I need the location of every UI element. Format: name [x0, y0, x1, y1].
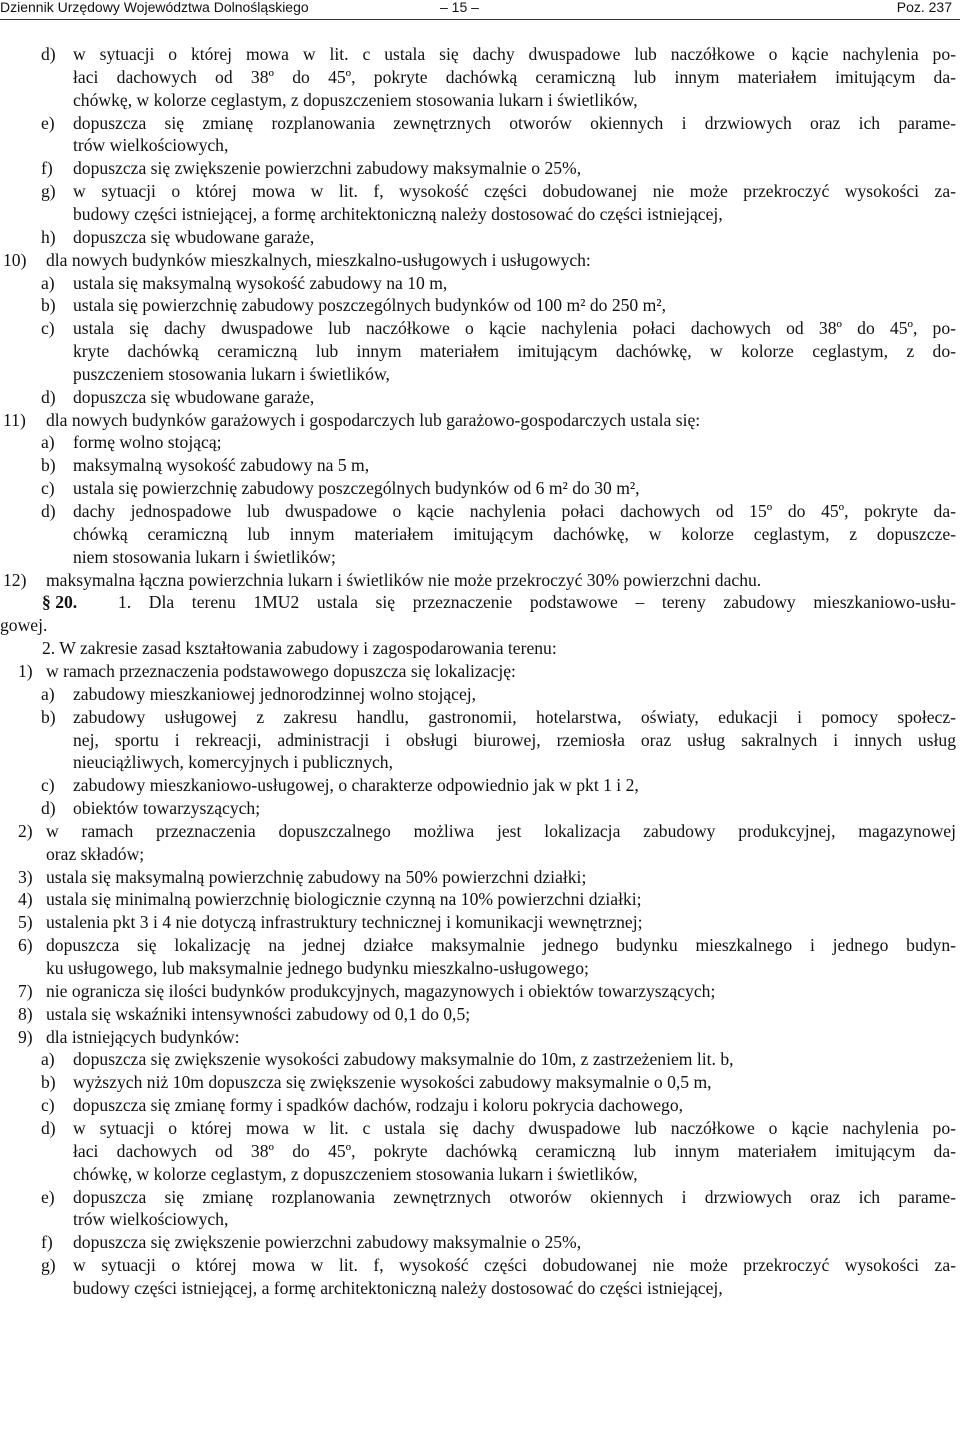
list-marker: d) [41, 44, 56, 64]
text-line: puszczeniem stosowania lukarn i świetlików, [73, 364, 390, 384]
text-line: dopuszcza się zmianę formy i spadków dachów, rodzaju i koloru pokrycia dachowego, [73, 1095, 684, 1115]
text-line: w ramach przeznaczenia dopuszczalnego możliwa jest lokalizacja zabudowy produkcyjnej, magazynowej [46, 821, 956, 841]
list-marker: a) [41, 432, 55, 452]
list-marker: c) [41, 775, 55, 795]
text-line: ustala się wskaźniki intensywności zabudowy od 0,1 do 0,5; [46, 1004, 471, 1024]
text-line: oraz składów; [46, 844, 145, 864]
list-marker: a) [41, 273, 55, 293]
text-line: ustala się dachy dwuspadowe lub naczółkowe o kącie nachylenia połaci dachowych od 38º do 45º, po- [73, 318, 956, 338]
text-line: dopuszcza się lokalizację na jednej działce maksymalnie jednego budynku mieszkalnego i jednego budyn- [46, 935, 956, 955]
text-line: nieuciążliwych, komercyjnych i publicznych, [73, 752, 393, 772]
list-marker: g) [41, 1255, 56, 1275]
text-line: w sytuacji o której mowa w lit. c ustala się dachy dwuspadowe lub naczółkowe o kącie nachylenia po- [73, 1118, 956, 1138]
text-line: formę wolno stojącą; [73, 432, 222, 452]
list-marker: 7) [18, 981, 33, 1001]
list-marker: 4) [18, 889, 33, 909]
text-line: obiektów towarzyszących; [73, 798, 261, 818]
text-line: nej, sportu i rekreacji, administracji i obsługi biurowej, rzemiosła oraz usług sakralnych i innych usług [73, 730, 956, 750]
text-line: ustala się minimalną powierzchnię biologicznie czynną na 10% powierzchni działki; [46, 889, 642, 909]
text-line: budowy części istniejącej, a formę architektoniczną należy dostosować do części istniejącej, [73, 204, 723, 224]
list-marker: d) [41, 501, 56, 521]
text-line: dopuszcza się wbudowane garaże, [73, 227, 315, 247]
list-marker: 2) [18, 821, 33, 841]
list-marker: 3) [18, 867, 33, 887]
list-marker: b) [41, 295, 56, 315]
text-line: w sytuacji o której mowa w lit. c ustala się dachy dwuspadowe lub naczółkowe o kącie nachylenia po- [73, 44, 956, 64]
page-number: – 15 – [440, 0, 479, 15]
text-line: dopuszcza się zwiększenie wysokości zabudowy maksymalnie do 10m, z zastrzeżeniem lit. b, [73, 1049, 734, 1069]
text-line: gowej. [0, 615, 48, 635]
list-marker: g) [41, 181, 56, 201]
list-marker: a) [41, 1049, 55, 1069]
text-line: w ramach przeznaczenia podstawowego dopuszcza się lokalizację: [46, 661, 516, 681]
text-line: trów wielkościowych, [73, 135, 229, 155]
text-line: dopuszcza się wbudowane garaże, [73, 387, 315, 407]
text-line: w sytuacji o której mowa w lit. f, wysokość części dobudowanej nie może przekroczyć wysokości za- [73, 1255, 956, 1275]
list-marker: d) [41, 1118, 56, 1138]
header-rule [0, 19, 960, 20]
list-marker: 10) [3, 250, 27, 270]
text-line: ustalenia pkt 3 i 4 nie dotyczą infrastruktury technicznej i komunikacji wewnętrznej; [46, 912, 643, 932]
text-line: w sytuacji o której mowa w lit. f, wysokość części dobudowanej nie może przekroczyć wysokości za- [73, 181, 956, 201]
position-number: Poz. 237 [896, 0, 952, 15]
list-marker: b) [41, 1072, 56, 1092]
text-line: maksymalną wysokość zabudowy na 5 m, [73, 455, 370, 475]
list-marker: f) [41, 158, 53, 178]
list-marker: f) [41, 1232, 53, 1252]
list-marker: 6) [18, 935, 33, 955]
text-line: nie ogranicza się ilości budynków produkcyjnych, magazynowych i obiektów towarzyszących; [46, 981, 716, 1001]
text-line: chówką ceramiczną lub innym materiałem imitującym dachówkę, w kolorze ceglastym, z dopuszcze- [73, 524, 956, 544]
text-line: dla istniejących budynków: [46, 1027, 240, 1047]
list-marker: 8) [18, 1004, 33, 1024]
text-line: ku usługowego, lub maksymalnie jednego budynku mieszkalno-usługowego; [46, 958, 589, 978]
list-marker: 9) [18, 1027, 33, 1047]
list-marker: b) [41, 707, 56, 727]
text-line: 1. Dla terenu 1MU2 ustala się przeznaczenie podstawowe – tereny zabudowy mieszkaniowo-usłu- [118, 592, 956, 612]
text-line: maksymalna łączna powierzchnia lukarn i świetlików nie może przekroczyć 30% powierzchni dachu. [46, 570, 762, 590]
text-line: dopuszcza się zmianę rozplanowania zewnętrznych otworów okiennych i drzwiowych oraz ich parame- [73, 1187, 956, 1207]
text-line: 2. W zakresie zasad kształtowania zabudowy i zagospodarowania terenu: [42, 638, 557, 658]
list-marker: b) [41, 455, 56, 475]
text-line: ustala się maksymalną wysokość zabudowy na 10 m, [73, 273, 448, 293]
text-line: łaci dachowych od 38º do 45º, pokryte dachówką ceramiczną lub innym materiałem imitującym da- [73, 67, 956, 87]
list-marker: d) [41, 798, 56, 818]
list-marker: 11) [3, 410, 26, 430]
text-line: wyższych niż 10m dopuszcza się zwiększenie wysokości zabudowy maksymalnie o 0,5 m, [73, 1072, 712, 1092]
list-marker: e) [41, 1187, 55, 1207]
list-marker: c) [41, 318, 55, 338]
list-marker: d) [41, 387, 56, 407]
text-line: dopuszcza się zmianę rozplanowania zewnętrznych otworów okiennych i drzwiowych oraz ich parame- [73, 113, 956, 133]
list-marker: 12) [3, 570, 27, 590]
list-marker: 1) [18, 661, 33, 681]
list-marker: c) [41, 1095, 55, 1115]
text-line: dopuszcza się zwiększenie powierzchni zabudowy maksymalnie o 25%, [73, 158, 582, 178]
text-line: zabudowy usługowej z zakresu handlu, gastronomii, hotelarstwa, oświaty, edukacji i pomocy społecz- [73, 707, 956, 727]
text-line: ustala się maksymalną powierzchnię zabudowy na 50% powierzchni działki; [46, 867, 587, 887]
text-line: zabudowy mieszkaniowo-usługowej, o charakterze odpowiednio jak w pkt 1 i 2, [73, 775, 639, 795]
text-line: trów wielkościowych, [73, 1209, 229, 1229]
text-line: niem stosowania lukarn i świetlików; [73, 547, 336, 567]
text-line: łaci dachowych od 38º do 45º, pokryte dachówką ceramiczną lub innym materiałem imitującym da- [73, 1141, 956, 1161]
text-line: zabudowy mieszkaniowej jednorodzinnej wolno stojącej, [73, 684, 477, 704]
list-marker: a) [41, 684, 55, 704]
text-line: ustala się powierzchnię zabudowy poszczególnych budynków od 6 m² do 30 m², [73, 478, 640, 498]
text-line: chówkę, w kolorze ceglastym, z dopuszczeniem stosowania lukarn i świetlików, [73, 1164, 638, 1184]
journal-title: Dziennik Urzędowy Województwa Dolnośląskiego [0, 0, 309, 15]
page-header [0, 0, 960, 14]
list-marker: c) [41, 478, 55, 498]
text-line: budowy części istniejącej, a formę architektoniczną należy dostosować do części istniejącej, [73, 1278, 723, 1298]
text-line: chówkę, w kolorze ceglastym, z dopuszczeniem stosowania lukarn i świetlików, [73, 90, 638, 110]
list-marker: e) [41, 113, 55, 133]
text-line: dopuszcza się zwiększenie powierzchni zabudowy maksymalnie o 25%, [73, 1232, 582, 1252]
text-line: dla nowych budynków mieszkalnych, mieszkalno-usługowych i usługowych: [46, 250, 591, 270]
text-line: ustala się powierzchnię zabudowy poszczególnych budynków od 100 m² do 250 m², [73, 295, 666, 315]
section-marker: § 20. [42, 592, 78, 612]
list-marker: h) [41, 227, 56, 247]
list-marker: 5) [18, 912, 33, 932]
text-line: dla nowych budynków garażowych i gospodarczych lub garażowo-gospodarczych ustala się: [46, 410, 701, 430]
text-line: kryte dachówką ceramiczną lub innym materiałem imitującym dachówkę, w kolorze ceglastym, z do- [73, 341, 956, 361]
text-line: dachy jednospadowe lub dwuspadowe o kącie nachylenia połaci dachowych od 15º do 45º, pokryte da- [73, 501, 956, 521]
